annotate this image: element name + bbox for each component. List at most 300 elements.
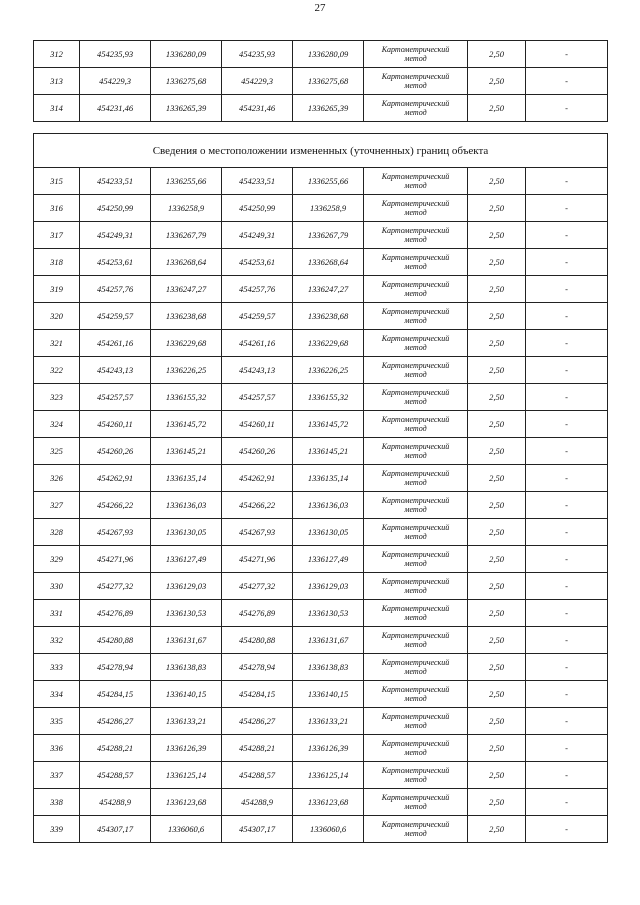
method-cell [364, 303, 468, 330]
table-row [34, 384, 608, 411]
accuracy-cell: 2,50 [468, 384, 526, 411]
point-number-cell: 334 [34, 681, 80, 708]
y-new-cell: 1336258,9 [293, 195, 364, 222]
method-line-2: метод [404, 343, 427, 352]
y-new-cell: 1336229,68 [293, 330, 364, 357]
y-existing-cell: 1336229,68 [151, 330, 222, 357]
x-new-cell: 454266,22 [222, 492, 293, 519]
method-line-1: Картометрический [381, 766, 450, 775]
note-cell: - [526, 519, 608, 546]
accuracy-cell: 2,50 [468, 68, 526, 95]
y-new-cell: 1336268,64 [293, 249, 364, 276]
note-cell: - [526, 330, 608, 357]
method-cell [364, 68, 468, 95]
point-number-cell: 316 [34, 195, 80, 222]
table-row [34, 546, 608, 573]
x-new-cell: 454278,94 [222, 654, 293, 681]
x-existing-cell: 454229,3 [80, 68, 151, 95]
x-existing-cell: 454261,16 [80, 330, 151, 357]
method-line-2: метод [404, 613, 427, 622]
method-cell [364, 546, 468, 573]
note-cell: - [526, 789, 608, 816]
point-number-cell: 337 [34, 762, 80, 789]
method-line-2: метод [404, 316, 427, 325]
method-cell [364, 816, 468, 843]
table-row [34, 411, 608, 438]
table-row [34, 303, 608, 330]
y-new-cell: 1336130,53 [293, 600, 364, 627]
x-existing-cell: 454307,17 [80, 816, 151, 843]
table-row [34, 573, 608, 600]
accuracy-cell: 2,50 [468, 95, 526, 122]
table-row [34, 357, 608, 384]
y-existing-cell: 1336275,68 [151, 68, 222, 95]
method-cell [364, 681, 468, 708]
x-new-cell: 454231,46 [222, 95, 293, 122]
table-row [34, 708, 608, 735]
method-line-1: Картометрический [381, 442, 450, 451]
accuracy-cell: 2,50 [468, 222, 526, 249]
method-line-2: метод [404, 451, 427, 460]
x-new-cell: 454260,26 [222, 438, 293, 465]
accuracy-cell: 2,50 [468, 492, 526, 519]
method-line-1: Картометрический [381, 307, 450, 316]
x-new-cell: 454288,9 [222, 789, 293, 816]
method-line-2: метод [404, 397, 427, 406]
note-cell: - [526, 249, 608, 276]
method-line-2: метод [404, 262, 427, 271]
y-existing-cell: 1336126,39 [151, 735, 222, 762]
method-line-1: Картометрический [381, 793, 450, 802]
accuracy-cell: 2,50 [468, 195, 526, 222]
method-cell [364, 276, 468, 303]
accuracy-cell: 2,50 [468, 303, 526, 330]
y-new-cell: 1336145,21 [293, 438, 364, 465]
method-cell [364, 762, 468, 789]
note-cell: - [526, 303, 608, 330]
x-new-cell: 454253,61 [222, 249, 293, 276]
page-number: 27 [314, 2, 326, 14]
method-line-2: метод [404, 424, 427, 433]
point-number-cell: 330 [34, 573, 80, 600]
table-row [34, 735, 608, 762]
point-number-cell: 336 [34, 735, 80, 762]
point-number-cell: 321 [34, 330, 80, 357]
x-existing-cell: 454249,31 [80, 222, 151, 249]
method-line-1: Картометрический [381, 739, 450, 748]
y-new-cell: 1336130,05 [293, 519, 364, 546]
accuracy-cell: 2,50 [468, 735, 526, 762]
y-existing-cell: 1336123,68 [151, 789, 222, 816]
point-number-cell: 315 [34, 168, 80, 195]
y-existing-cell: 1336133,21 [151, 708, 222, 735]
table-row [34, 168, 608, 195]
x-new-cell: 454277,32 [222, 573, 293, 600]
method-line-1: Картометрический [381, 523, 450, 532]
note-cell: - [526, 681, 608, 708]
y-existing-cell: 1336145,21 [151, 438, 222, 465]
method-line-2: метод [404, 208, 427, 217]
x-existing-cell: 454235,93 [80, 41, 151, 68]
method-cell [364, 411, 468, 438]
method-line-1: Картометрический [381, 631, 450, 640]
accuracy-cell: 2,50 [468, 41, 526, 68]
method-cell [364, 465, 468, 492]
y-new-cell: 1336127,49 [293, 546, 364, 573]
x-existing-cell: 454288,57 [80, 762, 151, 789]
accuracy-cell: 2,50 [468, 708, 526, 735]
method-line-2: метод [404, 748, 427, 757]
y-new-cell: 1336140,15 [293, 681, 364, 708]
note-cell: - [526, 816, 608, 843]
method-cell [364, 627, 468, 654]
method-cell [364, 789, 468, 816]
x-existing-cell: 454284,15 [80, 681, 151, 708]
x-existing-cell: 454271,96 [80, 546, 151, 573]
method-line-2: метод [404, 81, 427, 90]
method-line-2: метод [404, 721, 427, 730]
point-number-cell: 319 [34, 276, 80, 303]
table-row [34, 654, 608, 681]
y-existing-cell: 1336145,72 [151, 411, 222, 438]
x-existing-cell: 454288,21 [80, 735, 151, 762]
y-existing-cell: 1336247,27 [151, 276, 222, 303]
method-line-1: Картометрический [381, 99, 450, 108]
x-new-cell: 454229,3 [222, 68, 293, 95]
table-row [34, 195, 608, 222]
table-row [34, 276, 608, 303]
x-new-cell: 454249,31 [222, 222, 293, 249]
section-title: Сведения о местоположении измененных (уточненных) границ объекта [34, 134, 608, 168]
y-existing-cell: 1336140,15 [151, 681, 222, 708]
y-existing-cell: 1336130,53 [151, 600, 222, 627]
accuracy-cell: 2,50 [468, 789, 526, 816]
section-header-row [34, 134, 608, 168]
method-cell [364, 492, 468, 519]
note-cell: - [526, 600, 608, 627]
table-row [34, 681, 608, 708]
note-cell: - [526, 438, 608, 465]
table-row [34, 519, 608, 546]
method-line-1: Картометрический [381, 199, 450, 208]
method-line-1: Картометрический [381, 550, 450, 559]
method-line-2: метод [404, 181, 427, 190]
accuracy-cell: 2,50 [468, 546, 526, 573]
table-row [34, 492, 608, 519]
x-new-cell: 454260,11 [222, 411, 293, 438]
y-new-cell: 1336138,83 [293, 654, 364, 681]
y-existing-cell: 1336138,83 [151, 654, 222, 681]
method-line-1: Картометрический [381, 820, 450, 829]
accuracy-cell: 2,50 [468, 762, 526, 789]
method-line-1: Картометрический [381, 577, 450, 586]
accuracy-cell: 2,50 [468, 168, 526, 195]
y-new-cell: 1336145,72 [293, 411, 364, 438]
table-top-body [34, 41, 608, 122]
x-existing-cell: 454286,27 [80, 708, 151, 735]
point-number-cell: 326 [34, 465, 80, 492]
point-number-cell: 329 [34, 546, 80, 573]
table-row [34, 249, 608, 276]
table-row [34, 627, 608, 654]
point-number-cell: 312 [34, 41, 80, 68]
y-new-cell: 1336275,68 [293, 68, 364, 95]
accuracy-cell: 2,50 [468, 573, 526, 600]
y-new-cell: 1336280,09 [293, 41, 364, 68]
y-existing-cell: 1336267,79 [151, 222, 222, 249]
y-new-cell: 1336265,39 [293, 95, 364, 122]
method-cell [364, 708, 468, 735]
point-number-cell: 313 [34, 68, 80, 95]
point-number-cell: 332 [34, 627, 80, 654]
y-existing-cell: 1336136,03 [151, 492, 222, 519]
point-number-cell: 320 [34, 303, 80, 330]
x-existing-cell: 454260,11 [80, 411, 151, 438]
x-existing-cell: 454233,51 [80, 168, 151, 195]
method-cell [364, 735, 468, 762]
x-new-cell: 454259,57 [222, 303, 293, 330]
x-new-cell: 454257,57 [222, 384, 293, 411]
method-line-1: Картометрический [381, 172, 450, 181]
accuracy-cell: 2,50 [468, 249, 526, 276]
point-number-cell: 333 [34, 654, 80, 681]
accuracy-cell: 2,50 [468, 627, 526, 654]
y-new-cell: 1336129,03 [293, 573, 364, 600]
table-main-body [34, 134, 608, 843]
point-number-cell: 338 [34, 789, 80, 816]
point-number-cell: 327 [34, 492, 80, 519]
x-new-cell: 454286,27 [222, 708, 293, 735]
y-new-cell: 1336226,25 [293, 357, 364, 384]
method-cell [364, 41, 468, 68]
x-new-cell: 454276,89 [222, 600, 293, 627]
note-cell: - [526, 708, 608, 735]
table-row [34, 762, 608, 789]
x-existing-cell: 454231,46 [80, 95, 151, 122]
note-cell: - [526, 492, 608, 519]
accuracy-cell: 2,50 [468, 438, 526, 465]
y-new-cell: 1336133,21 [293, 708, 364, 735]
y-new-cell: 1336125,14 [293, 762, 364, 789]
method-line-2: метод [404, 54, 427, 63]
accuracy-cell: 2,50 [468, 681, 526, 708]
method-line-1: Картометрический [381, 469, 450, 478]
x-existing-cell: 454278,94 [80, 654, 151, 681]
x-existing-cell: 454267,93 [80, 519, 151, 546]
method-line-1: Картометрический [381, 712, 450, 721]
x-new-cell: 454284,15 [222, 681, 293, 708]
y-existing-cell: 1336135,14 [151, 465, 222, 492]
y-new-cell: 1336155,32 [293, 384, 364, 411]
method-line-1: Картометрический [381, 45, 450, 54]
x-new-cell: 454235,93 [222, 41, 293, 68]
y-new-cell: 1336123,68 [293, 789, 364, 816]
y-existing-cell: 1336127,49 [151, 546, 222, 573]
x-existing-cell: 454262,91 [80, 465, 151, 492]
note-cell: - [526, 654, 608, 681]
method-line-2: метод [404, 478, 427, 487]
y-new-cell: 1336131,67 [293, 627, 364, 654]
method-line-1: Картометрический [381, 388, 450, 397]
table-row [34, 438, 608, 465]
x-new-cell: 454280,88 [222, 627, 293, 654]
note-cell: - [526, 735, 608, 762]
y-existing-cell: 1336125,14 [151, 762, 222, 789]
y-existing-cell: 1336268,64 [151, 249, 222, 276]
accuracy-cell: 2,50 [468, 600, 526, 627]
method-line-2: метод [404, 505, 427, 514]
y-existing-cell: 1336238,68 [151, 303, 222, 330]
x-existing-cell: 454277,32 [80, 573, 151, 600]
method-cell [364, 573, 468, 600]
method-line-2: метод [404, 775, 427, 784]
method-line-2: метод [404, 829, 427, 838]
table-row [34, 41, 608, 68]
method-cell [364, 438, 468, 465]
note-cell: - [526, 41, 608, 68]
note-cell: - [526, 95, 608, 122]
method-line-1: Картометрический [381, 658, 450, 667]
note-cell: - [526, 411, 608, 438]
accuracy-cell: 2,50 [468, 465, 526, 492]
method-cell [364, 222, 468, 249]
note-cell: - [526, 276, 608, 303]
x-new-cell: 454243,13 [222, 357, 293, 384]
y-new-cell: 1336238,68 [293, 303, 364, 330]
method-line-1: Картометрический [381, 361, 450, 370]
x-new-cell: 454262,91 [222, 465, 293, 492]
y-new-cell: 1336247,27 [293, 276, 364, 303]
table-row [34, 68, 608, 95]
point-number-cell: 339 [34, 816, 80, 843]
y-new-cell: 1336255,66 [293, 168, 364, 195]
method-line-1: Картометрический [381, 72, 450, 81]
x-existing-cell: 454259,57 [80, 303, 151, 330]
method-line-1: Картометрический [381, 604, 450, 613]
note-cell: - [526, 357, 608, 384]
note-cell: - [526, 627, 608, 654]
method-cell [364, 519, 468, 546]
accuracy-cell: 2,50 [468, 654, 526, 681]
x-existing-cell: 454257,76 [80, 276, 151, 303]
table-row [34, 330, 608, 357]
method-line-1: Картометрический [381, 685, 450, 694]
accuracy-cell: 2,50 [468, 519, 526, 546]
method-line-2: метод [404, 802, 427, 811]
accuracy-cell: 2,50 [468, 276, 526, 303]
y-new-cell: 1336135,14 [293, 465, 364, 492]
method-cell [364, 654, 468, 681]
x-existing-cell: 454253,61 [80, 249, 151, 276]
method-line-1: Картометрический [381, 280, 450, 289]
method-line-2: метод [404, 108, 427, 117]
method-line-1: Картометрический [381, 415, 450, 424]
y-existing-cell: 1336265,39 [151, 95, 222, 122]
table-row [34, 789, 608, 816]
note-cell: - [526, 384, 608, 411]
accuracy-cell: 2,50 [468, 330, 526, 357]
method-line-2: метод [404, 667, 427, 676]
y-existing-cell: 1336129,03 [151, 573, 222, 600]
point-number-cell: 318 [34, 249, 80, 276]
x-new-cell: 454261,16 [222, 330, 293, 357]
y-existing-cell: 1336155,32 [151, 384, 222, 411]
method-cell [364, 95, 468, 122]
accuracy-cell: 2,50 [468, 411, 526, 438]
method-line-2: метод [404, 235, 427, 244]
x-new-cell: 454267,93 [222, 519, 293, 546]
x-existing-cell: 454257,57 [80, 384, 151, 411]
method-line-1: Картометрический [381, 226, 450, 235]
x-new-cell: 454250,99 [222, 195, 293, 222]
note-cell: - [526, 573, 608, 600]
method-cell [364, 330, 468, 357]
point-number-cell: 323 [34, 384, 80, 411]
x-existing-cell: 454243,13 [80, 357, 151, 384]
coordinates-table-top [33, 40, 608, 122]
note-cell: - [526, 68, 608, 95]
x-new-cell: 454307,17 [222, 816, 293, 843]
method-cell [364, 249, 468, 276]
y-existing-cell: 1336258,9 [151, 195, 222, 222]
method-cell [364, 384, 468, 411]
method-line-2: метод [404, 559, 427, 568]
table-row [34, 816, 608, 843]
x-new-cell: 454288,57 [222, 762, 293, 789]
y-existing-cell: 1336280,09 [151, 41, 222, 68]
method-line-2: метод [404, 640, 427, 649]
x-existing-cell: 454288,9 [80, 789, 151, 816]
method-line-2: метод [404, 289, 427, 298]
y-new-cell: 1336267,79 [293, 222, 364, 249]
point-number-cell: 328 [34, 519, 80, 546]
accuracy-cell: 2,50 [468, 816, 526, 843]
note-cell: - [526, 762, 608, 789]
y-existing-cell: 1336226,25 [151, 357, 222, 384]
method-line-1: Картометрический [381, 496, 450, 505]
method-line-2: метод [404, 370, 427, 379]
method-cell [364, 195, 468, 222]
accuracy-cell: 2,50 [468, 357, 526, 384]
y-existing-cell: 1336130,05 [151, 519, 222, 546]
table-row [34, 465, 608, 492]
note-cell: - [526, 168, 608, 195]
y-new-cell: 1336060,6 [293, 816, 364, 843]
method-line-2: метод [404, 532, 427, 541]
y-new-cell: 1336136,03 [293, 492, 364, 519]
x-new-cell: 454233,51 [222, 168, 293, 195]
method-cell [364, 168, 468, 195]
point-number-cell: 331 [34, 600, 80, 627]
x-new-cell: 454271,96 [222, 546, 293, 573]
point-number-cell: 322 [34, 357, 80, 384]
method-cell [364, 357, 468, 384]
method-line-2: метод [404, 586, 427, 595]
point-number-cell: 324 [34, 411, 80, 438]
table-row [34, 95, 608, 122]
x-existing-cell: 454276,89 [80, 600, 151, 627]
method-line-2: метод [404, 694, 427, 703]
method-line-1: Картометрический [381, 334, 450, 343]
y-new-cell: 1336126,39 [293, 735, 364, 762]
point-number-cell: 325 [34, 438, 80, 465]
note-cell: - [526, 222, 608, 249]
x-existing-cell: 454250,99 [80, 195, 151, 222]
note-cell: - [526, 465, 608, 492]
x-new-cell: 454257,76 [222, 276, 293, 303]
x-new-cell: 454288,21 [222, 735, 293, 762]
table-row [34, 600, 608, 627]
